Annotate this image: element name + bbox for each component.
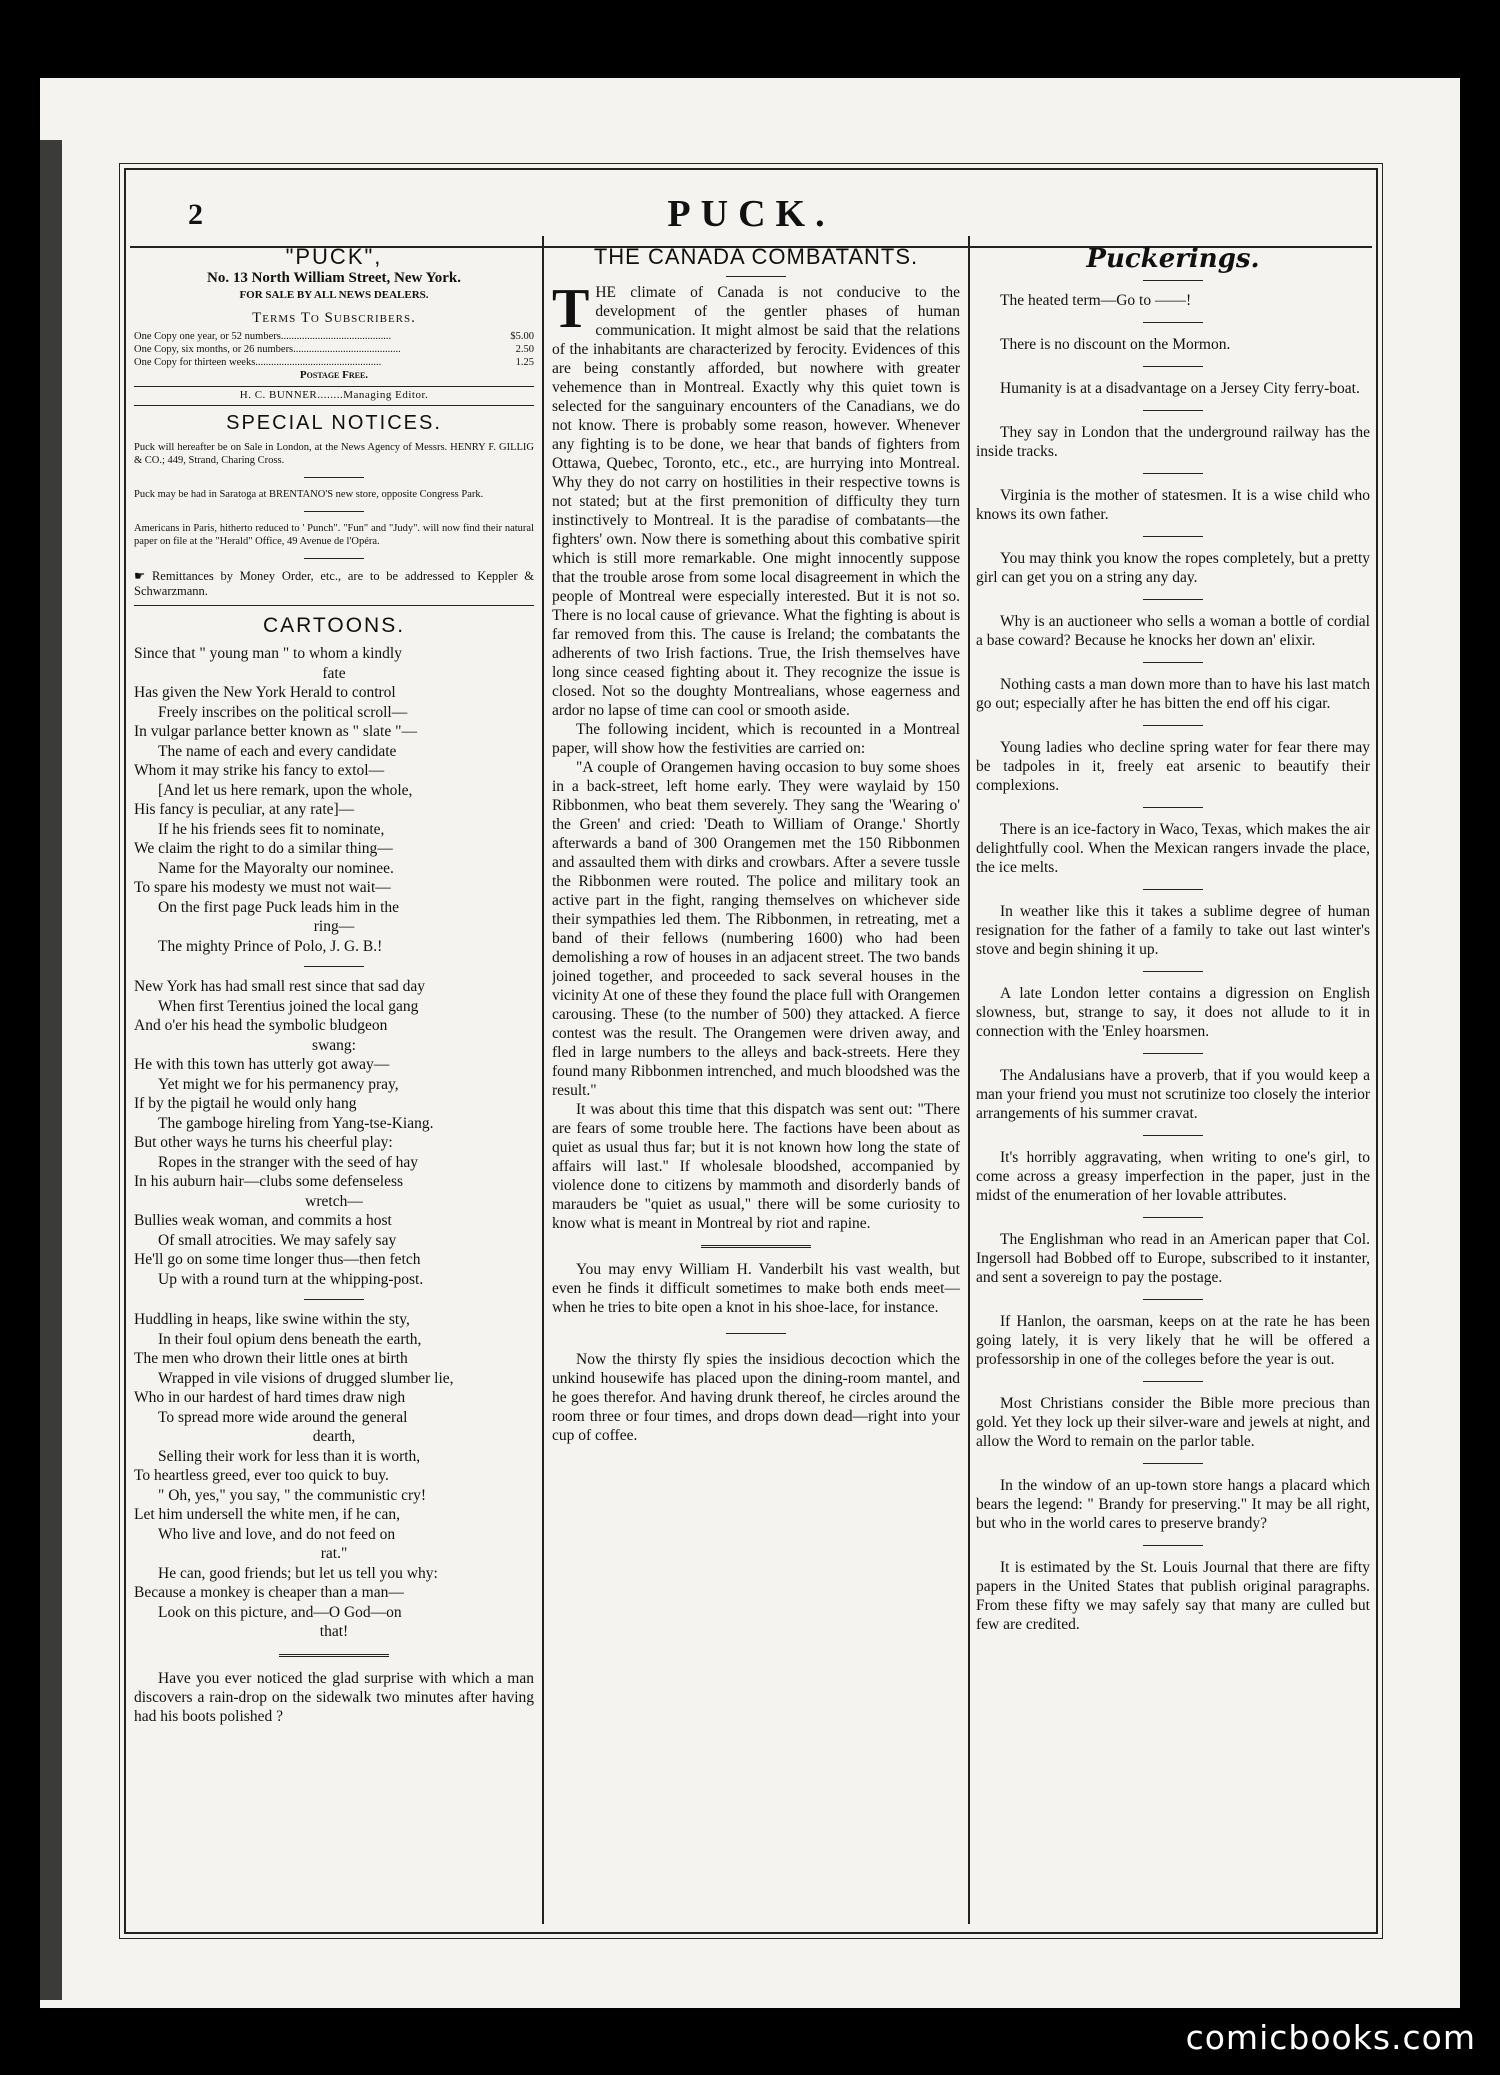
verse-line: Up with a round turn at the whipping-post. xyxy=(158,1270,424,1288)
article-paragraph-4: It was about this time that this dispatch was sent out: "There are fears of some trouble here. The factions have been about as quiet as usual thus far; but it is not known how long the state of affairs will last." If wholesale bloodshed, accompanied by violence done to citizens by mammoth and disorderly bands of marauders be "quiet as usual," there will be some curiosity to know what is meant in Montreal by riot and rapine. xyxy=(552,1101,960,1232)
watermark: comicbooks.com xyxy=(1185,2018,1476,2057)
verse-line: Whom it may strike his fancy to extol— xyxy=(134,762,385,779)
puckering-item: Most Christians consider the Bible more precious than gold. Yet they lock up their silver-ware and jewels at night, and allow the Word to remain on the parlor table. xyxy=(976,1395,1370,1450)
verse-line: Wrapped in vile visions of drugged slumber lie, xyxy=(158,1369,454,1387)
divider xyxy=(1143,1217,1203,1218)
verse-line: He with this town has utterly got away— xyxy=(134,1056,390,1073)
puckering-item: In the window of an up-town store hangs a placard which bears the legend: " Brandy for preserving." It may be all right, but who in the world cares to preserve brandy? xyxy=(976,1477,1370,1532)
pointing-hand-icon: ☛ xyxy=(134,569,146,583)
page-number: 2 xyxy=(188,198,203,231)
verse-line: He can, good friends; but let us tell you why: xyxy=(158,1564,438,1582)
puckering-item: A late London letter contains a digression on English slowness, but, strange to say, it does not allude to it in connection with the 'Enley hoarsmen. xyxy=(976,985,1370,1040)
column-divider xyxy=(968,236,970,1924)
verse-line: To spare his modesty we must not wait— xyxy=(134,879,391,896)
divider xyxy=(304,477,364,478)
page-frame xyxy=(124,168,1378,1934)
verse-line: [And let us here remark, upon the whole, xyxy=(158,781,413,799)
verse-line: Because a monkey is cheaper than a man— xyxy=(134,1584,404,1601)
column-divider xyxy=(542,236,544,1924)
divider xyxy=(1143,280,1203,281)
divider xyxy=(1143,366,1203,367)
divider xyxy=(1143,1545,1203,1546)
divider xyxy=(1143,971,1203,972)
verse-line: And o'er his head the symbolic bludgeon xyxy=(134,1017,388,1034)
divider xyxy=(1143,662,1203,663)
divider xyxy=(304,1299,364,1300)
rate-description: One Copy one year, or 52 numbers.......................................... xyxy=(134,331,392,342)
puckering-item: It's horribly aggravating, when writing to one's girl, to come across a greasy imperfection in the paper, just in the midst of the enumeration of her lovable attributes. xyxy=(976,1149,1370,1204)
verse-line: Of small atrocities. We may safely say xyxy=(158,1231,397,1249)
verse-line: Bullies weak woman, and commits a host xyxy=(134,1212,392,1229)
verse-line: Name for the Mayoralty our nominee. xyxy=(158,859,394,877)
verse-line: ring— xyxy=(313,918,355,935)
divider xyxy=(1143,599,1203,600)
article-paragraph-2: The following incident, which is recounted in a Montreal paper, will show how the festivities are carried on: xyxy=(552,721,960,757)
verse-line: Who live and love, and do not feed on xyxy=(158,1525,396,1543)
terms-heading: Terms To Subscribers. xyxy=(252,310,416,326)
rate-row xyxy=(134,356,534,369)
puckering-item: Virginia is the mother of statesmen. It is a wise child who knows its own father. xyxy=(976,487,1370,523)
puckerings-heading: Puckerings. xyxy=(1086,244,1260,274)
page-header xyxy=(126,188,1376,248)
verse-line: Freely inscribes on the political scroll— xyxy=(158,703,408,721)
verse-line: If he his friends sees fit to nominate, xyxy=(158,820,385,838)
divider xyxy=(304,558,364,559)
puckering-item: There is no discount on the Mormon. xyxy=(1000,336,1231,353)
rate-description: One Copy, six months, or 26 numbers......................................... xyxy=(134,344,401,355)
verse-line: Look on this picture, and—O God—on xyxy=(158,1603,402,1621)
divider xyxy=(1143,322,1203,323)
divider xyxy=(1143,1299,1203,1300)
binding-edge xyxy=(40,140,62,2000)
divider xyxy=(134,605,534,606)
divider xyxy=(304,511,364,512)
article-heading: THE CANADA COMBATANTS. xyxy=(593,244,919,269)
rate-price: 2.50 xyxy=(515,344,534,355)
divider xyxy=(304,966,364,967)
verse-line: In his auburn hair—clubs some defenseless xyxy=(134,1173,404,1190)
puckering-item: It is estimated by the St. Louis Journal that there are fifty papers in the United States that publish original paragraphs. From these fifty we may safely say that many are culled but few are credited. xyxy=(976,1559,1370,1633)
rate-row xyxy=(134,343,534,356)
puckering-item: They say in London that the underground railway has the inside tracks. xyxy=(976,424,1370,460)
verse-line: The men who drown their little ones at birth xyxy=(134,1350,408,1367)
puckering-item: You may think you know the ropes completely, but a pretty girl can get you on a string any day. xyxy=(976,550,1370,586)
address: No. 13 North William Street, New York. xyxy=(206,270,461,286)
divider xyxy=(1143,1135,1203,1136)
column-right xyxy=(976,244,1370,1922)
verse-line: Who in our hardest of hard times draw nigh xyxy=(134,1389,406,1406)
for-sale: FOR SALE BY ALL NEWS DEALERS. xyxy=(239,289,429,301)
verse-line: We claim the right to do a similar thing— xyxy=(134,840,393,857)
article-quote: "A couple of Orangemen having occasion to buy some shoes in a back-street, left home early. They were waylaid by 150 Ribbonmen, who beat them severely. They sang the 'Wearing o' the Green' and cried: 'Death to William of Orange.' Shortly afterwards a band of 300 Orangemen met the 150 Ribbonmen and assaulted them with dirks and crowbars. After a severe tussle the Ribbonmen were routed. The police and military took an active part in the fight, ranging themselves on whichever side their sympathies led them. The Ribbonmen, in retreating, met a band of their fellows (numbering 1600) who had been demolishing a row of houses in an adjacent street. The two bands joined together, and proceeded to sack several houses in the vicinity At one of these they found the place full with Orangemen carousing. These (to the number of 500) they attacked. A fierce contest was the result. The Orangemen were driven away, and fled in large numbers to the alleys and back-streets. Here they found many Ribbonmen intrenched, and much bloodshed was the result." xyxy=(552,759,960,1099)
puckering-item: There is an ice-factory in Waco, Texas, which makes the air delightfully cool. When the Mexican rangers invade the place, the ice melts. xyxy=(976,821,1370,876)
rate-row xyxy=(134,330,534,343)
verse-line: Huddling in heaps, like swine within the sty, xyxy=(134,1311,410,1328)
verse-line: In vulgar parlance better known as " slate "— xyxy=(134,723,417,740)
verse-line: " Oh, yes," you say, " the communistic cry! xyxy=(158,1486,427,1504)
rate-description: One Copy for thirteen weeks................................................ xyxy=(134,357,382,368)
verse-line: dearth, xyxy=(312,1428,356,1445)
verse-line: New York has had small rest since that sad day xyxy=(134,978,426,995)
puckering-item: Humanity is at a disadvantage on a Jersey City ferry-boat. xyxy=(1000,380,1360,397)
verse-line: If by the pigtail he would only hang xyxy=(134,1095,357,1112)
rate-price: 1.25 xyxy=(515,357,534,368)
column-left xyxy=(134,244,534,1922)
divider xyxy=(1143,473,1203,474)
verse-line: Selling their work for less than it is worth, xyxy=(158,1447,421,1465)
notice-2: Puck may be had in Saratoga at BRENTANO'S new store, opposite Congress Park. xyxy=(134,489,484,500)
puck-title: "PUCK", xyxy=(285,244,383,269)
notice-1: Puck will hereafter be on Sale in London, at the News Agency of Messrs. HENRY F. GILLIG & CO.; 449, Strand, Charing Cross. xyxy=(134,442,534,466)
puckering-item: Young ladies who decline spring water for fear there may be tadpoles in it, freely eat arsenic to beautify their complexions. xyxy=(976,739,1370,794)
puckering-item: Why is an auctioneer who sells a woman a bottle of cordial a base coward? Because he knocks her down an' elixir. xyxy=(976,613,1370,649)
remittance-notice: Remittances by Money Order, etc., are to be addressed to Keppler & Schwarzmann. xyxy=(134,569,534,598)
divider xyxy=(1143,536,1203,537)
verse-line: The mighty Prince of Polo, J. G. B.! xyxy=(158,937,383,955)
verse-line: His fancy is peculiar, at any rate]— xyxy=(134,801,355,818)
paragraph-vanderbilt: You may envy William H. Vanderbilt his vast wealth, but even he finds it difficult sometimes to make both ends meet—when he tries to bite open a knot in his shoe-lace, for instance. xyxy=(552,1261,960,1316)
divider xyxy=(726,276,786,277)
verse-line: In their foul opium dens beneath the earth, xyxy=(158,1330,422,1348)
puckering-item: If Hanlon, the oarsman, keeps on at the rate he has been going lately, it is very likely that he will be offered a professorship in one of the colleges before the year is out. xyxy=(976,1313,1370,1368)
poem-stanza-1 xyxy=(134,644,534,956)
divider xyxy=(134,405,534,406)
divider xyxy=(1143,1463,1203,1464)
verse-line: The name of each and every candidate xyxy=(158,742,397,760)
divider xyxy=(1143,1053,1203,1054)
divider xyxy=(1143,725,1203,726)
puckering-item: The Englishman who read in an American paper that Col. Ingersoll had Bobbed off to Europe, subscribed to it instanter, and sent a sovereign to pay the postage. xyxy=(976,1231,1370,1286)
column-middle xyxy=(552,244,960,1922)
special-notices-heading: SPECIAL NOTICES. xyxy=(226,412,442,434)
verse-line: rat." xyxy=(320,1545,348,1562)
verse-line: Let him undersell the white men, if he can, xyxy=(134,1506,400,1523)
verse-line: Yet might we for his permanency pray, xyxy=(158,1075,399,1093)
rate-price: $5.00 xyxy=(510,331,534,342)
puckering-item: Nothing casts a man down more than to have his last match go out; especially after he has bitten the end off his cigar. xyxy=(976,676,1370,712)
verse-line: The gamboge hireling from Yang-tse-Kiang. xyxy=(158,1114,434,1132)
poem-stanza-2 xyxy=(134,977,534,1289)
double-divider xyxy=(701,1245,811,1248)
postage-line: Postage Free. xyxy=(299,369,369,381)
verse-line: swang: xyxy=(312,1036,356,1054)
verse-line: He'll go on some time longer thus—then fetch xyxy=(134,1251,421,1268)
puckering-item: The Andalusians have a proverb, that if you would keep a man your friend you must not scrutinize too closely the interior arrangements of his summer cravat. xyxy=(976,1067,1370,1122)
divider xyxy=(1143,410,1203,411)
verse-line: But other ways he turns his cheerful play: xyxy=(134,1134,393,1151)
verse-line: Since that " young man " to whom a kindly xyxy=(134,645,402,662)
editor-line: H. C. BUNNER........Managing Editor. xyxy=(239,389,429,401)
divider xyxy=(1143,807,1203,808)
verse-line: that! xyxy=(319,1623,349,1640)
notice-3: Americans in Paris, hitherto reduced to ' Punch". "Fun" and "Judy". will now find their natural paper on file at the "Herald" Office, 49 Avenue de l'Opéra. xyxy=(134,523,534,547)
puckering-item: The heated term—Go to ——! xyxy=(1000,292,1192,309)
closing-paragraph: Have you ever noticed the glad surprise with which a man discovers a rain-drop on the sidewalk two minutes after having had his boots polished ? xyxy=(134,1669,534,1725)
article-paragraph-1: HE climate of Canada is not conducive to the development of the gentler phases of human communication. It might almost be said that the relations of the inhabitants are characterized by ferocity. Evidences of this are being constantly afforded, but nowhere with greater vehemence than in Montreal. Exactly why this quiet town is selected for the sanguinary encounters of the Canadians, we do not know. There is probably some reason, however. Whenever any fighting is to be done, we hear that bands of fighters from Ottawa, Quebec, Toronto, etc., etc., are hurrying into Montreal. Why they do not carry on hostilities in their respective towns is not stated; but at the first premonition of difficulty they turn instinctively to Montreal. It is the paradise of combatants—the fighters' own. Now there is something about this combative spirit which is still more remarkable. One might innocently suppose that the trouble arose from some local disagreement in which the people of Montreal were especially interested. But it is not so. There is no local cause of grievance. What the fighting is about is far removed from this. The cause is Ireland; the combatants the adherents of two Irish factions. True, the Irish themselves have long since ceased fighting about it. They recognize the issue is closed. Not so the doughty Montrealians, whose eagerness and ardor no lapse of time can cool or smooth aside. xyxy=(552,284,960,719)
divider xyxy=(1143,1381,1203,1382)
verse-line: To heartless greed, ever too quick to buy. xyxy=(134,1467,389,1484)
drop-cap: T xyxy=(552,278,590,340)
verse-line: On the first page Puck leads him in the xyxy=(158,898,400,916)
verse-line: To spread more wide around the general xyxy=(158,1408,408,1426)
cartoons-heading: CARTOONS. xyxy=(262,614,406,637)
puckerings-list xyxy=(976,291,1370,1634)
divider xyxy=(726,1333,786,1334)
verse-line: wretch— xyxy=(305,1192,363,1210)
masthead: PUCK. xyxy=(667,193,835,235)
rates-list xyxy=(134,330,534,369)
verse-line: When first Terentius joined the local gang xyxy=(158,997,419,1015)
verse-line: fate xyxy=(322,664,346,682)
paragraph-fly: Now the thirsty fly spies the insidious decoction which the unkind housewife has placed upon the dining-room mantel, and he goes therefor. And having drunk thereof, he circles around the room three or four times, and drops down dead—right into your cup of coffee. xyxy=(552,1351,960,1444)
divider xyxy=(134,386,534,387)
verse-line: Ropes in the stranger with the seed of hay xyxy=(158,1153,418,1171)
poem-stanza-3 xyxy=(134,1310,534,1642)
verse-line: Has given the New York Herald to control xyxy=(134,684,396,701)
double-divider xyxy=(279,1654,389,1657)
puckering-item: In weather like this it takes a sublime degree of human resignation for the father of a family to take out last winter's stove and begin shining it up. xyxy=(976,903,1370,958)
divider xyxy=(1143,889,1203,890)
